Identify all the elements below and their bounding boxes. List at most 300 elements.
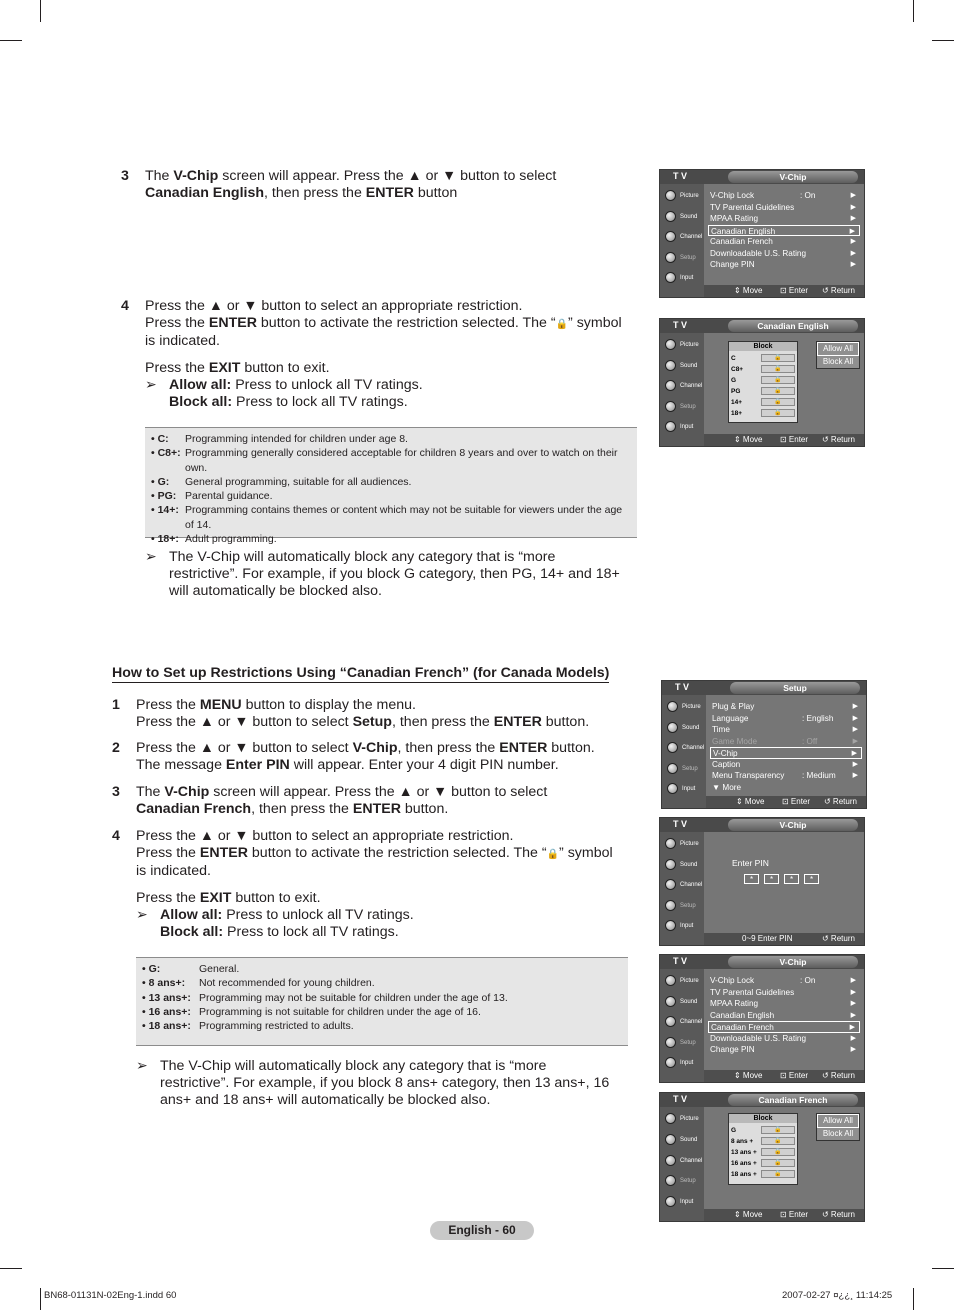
osd-nav-bar [706, 796, 866, 808]
osd-title-bar [660, 818, 864, 832]
rating-label: G [731, 377, 737, 384]
menu-item-label: Plug & Play [712, 702, 755, 711]
nav-return: ↺ Return [824, 797, 857, 806]
setup-icon [665, 1037, 676, 1048]
menu-item-label: Language [712, 713, 749, 723]
sidebar-item-label: Input [680, 275, 694, 282]
rating-code: • G: [151, 475, 170, 488]
menu-item-label: Downloadable U.S. Rating [710, 248, 807, 258]
lock-icon: 🔒 [761, 376, 795, 384]
block-all-option[interactable]: Block All [822, 357, 854, 366]
rating-row [731, 1126, 795, 1135]
sidebar-item-label: Sound [680, 213, 698, 220]
lock-icon: 🔒 [555, 319, 569, 330]
crop-mark [932, 40, 954, 41]
rating-description: Programming may not be suitable for children under the age of 13. [199, 991, 508, 1004]
sidebar-item-sound [664, 358, 702, 376]
chevron-right-icon: ▶ [850, 249, 856, 257]
menu-item-label: Canadian French [711, 1023, 774, 1032]
rating-code: • PG: [151, 490, 177, 503]
rating-description: Not recommended for young children. [199, 977, 375, 990]
lock-icon: 🔒 [761, 365, 795, 373]
sidebar-item-picture [664, 188, 702, 206]
menu-item-value: : On [800, 191, 816, 200]
osd-tv-label: T V [673, 1094, 688, 1104]
menu-item-label: Game Mode [712, 736, 758, 746]
rating-row [731, 365, 795, 374]
nav-enter: ⊡ Enter [780, 286, 809, 295]
sidebar-item-setup [664, 250, 702, 268]
osd-tv-label: T V [673, 320, 688, 330]
osd-tv-label: T V [673, 956, 688, 966]
crop-mark [40, 0, 41, 22]
tv-screen-canadian-english [659, 318, 865, 447]
allow-block-options [816, 1113, 860, 1141]
menu-item-value: : Off [802, 736, 818, 746]
osd-nav-bar [704, 1070, 864, 1082]
sidebar-item-label: Input [680, 1199, 694, 1206]
osd-sidebar [662, 695, 706, 808]
menu-item [710, 747, 862, 759]
rating-label: 16 ans + [731, 1160, 757, 1167]
input-icon [665, 272, 676, 283]
block-list [728, 1113, 798, 1185]
setup-icon [665, 401, 676, 412]
rating-label: PG [731, 388, 741, 395]
osd-nav-bar [704, 933, 864, 945]
chevron-right-icon: ▶ [852, 703, 858, 710]
menu-item [710, 736, 862, 748]
osd-menu-list [710, 701, 862, 793]
chevron-right-icon: ▶ [852, 737, 858, 745]
sidebar-item-label: Input [682, 786, 696, 793]
menu-item [708, 987, 860, 999]
sidebar-item-setup [666, 761, 704, 779]
rating-label: C8+ [731, 366, 744, 373]
chevron-right-icon: ▶ [850, 1034, 856, 1042]
sidebar-item-channel [666, 740, 704, 758]
menu-item [708, 202, 860, 214]
picture-icon [665, 838, 676, 849]
input-icon [665, 1196, 676, 1207]
sidebar-item-label: Sound [680, 861, 698, 868]
arrow-icon: ➢ [145, 549, 157, 565]
menu-item [710, 724, 862, 736]
sidebar-item-label: Setup [680, 1178, 696, 1185]
sidebar-item-label: Picture [680, 1116, 699, 1122]
nav-move: ⇕ Move [734, 1210, 763, 1219]
nav-return: ↺ Return [822, 934, 855, 943]
ratings-table-french [136, 957, 628, 1046]
crop-mark [40, 1288, 41, 1310]
lock-icon: 🔒 [761, 409, 795, 417]
nav-pin-hint: 0~9 Enter PIN [742, 934, 793, 943]
sidebar-item-setup [664, 1035, 702, 1053]
crop-mark [913, 0, 914, 22]
sidebar-item-channel [664, 877, 702, 895]
sidebar-item-channel [664, 1153, 702, 1171]
nav-enter: ⊡ Enter [780, 1210, 809, 1219]
tip-english: ➢ The V-Chip will automatically block any category that is “more restrictive”. For example, if you block G category, then PG, 14+ and 18+ will automatically be blocked also. [145, 549, 620, 599]
menu-item [708, 259, 860, 271]
rating-row [731, 1148, 795, 1157]
menu-item-label: Canadian English [710, 1010, 775, 1020]
channel-icon [667, 742, 678, 753]
footer-stamp: 2007-02-27 ¤¿¿¸ 11:14:25 [782, 1290, 893, 1301]
enter-pin-label: Enter PIN [732, 858, 769, 868]
allow-block-options [816, 341, 860, 369]
sidebar-item-label: Picture [680, 193, 699, 199]
rating-row [731, 1159, 795, 1168]
osd-title-bar [660, 955, 864, 969]
ratings-table-english [145, 427, 637, 546]
sidebar-item-label: Channel [680, 882, 703, 889]
rating-row [731, 387, 795, 396]
rating-row [731, 398, 795, 407]
osd-sidebar [660, 1107, 704, 1221]
setup-icon [665, 1175, 676, 1186]
lock-icon: 🔒 [761, 398, 795, 406]
nav-return: ↺ Return [822, 435, 855, 444]
menu-item [708, 248, 860, 260]
menu-item-label: V-Chip Lock [710, 976, 755, 985]
chevron-right-icon: ▶ [850, 1046, 856, 1053]
arrow-icon: ➢ [145, 377, 157, 393]
osd-title-bar [662, 681, 866, 695]
lock-icon: 🔒 [761, 1126, 795, 1134]
rating-code: • 16 ans+: [142, 1005, 191, 1018]
sidebar-item-input [664, 1055, 702, 1073]
menu-item-label: Change PIN [710, 260, 755, 269]
chevron-right-icon: ▶ [849, 1024, 855, 1031]
rating-row [142, 1005, 622, 1019]
nav-move: ⇕ Move [734, 435, 763, 444]
rating-code: • 18+: [151, 533, 179, 546]
rating-row [151, 489, 631, 503]
osd-sidebar [660, 832, 704, 945]
menu-item [708, 1044, 860, 1056]
osd-menu-list [708, 190, 860, 271]
sidebar-item-sound [666, 720, 704, 738]
menu-item [708, 190, 860, 202]
sidebar-item-label: Picture [680, 978, 699, 984]
sidebar-item-sound [664, 1132, 702, 1150]
rating-row [151, 475, 631, 489]
sidebar-item-setup [664, 898, 702, 916]
rating-label: C [731, 355, 736, 362]
chevron-right-icon: ▶ [850, 1000, 856, 1007]
sidebar-item-picture [664, 1111, 702, 1129]
sidebar-item-channel [664, 229, 702, 247]
sidebar-item-label: Sound [680, 1136, 698, 1143]
menu-item-label: V-Chip [713, 749, 738, 758]
input-icon [665, 1057, 676, 1068]
sidebar-item-input [666, 781, 704, 799]
menu-item-label: V-Chip Lock [710, 191, 755, 200]
sidebar-item-picture [666, 699, 704, 717]
setup-icon [665, 900, 676, 911]
chevron-right-icon: ▶ [850, 1011, 856, 1019]
sidebar-item-input [664, 1194, 702, 1212]
menu-item-label: Canadian English [711, 226, 776, 236]
menu-item [710, 759, 862, 771]
sidebar-item-picture [664, 337, 702, 355]
osd-tv-label: T V [675, 682, 690, 692]
osd-sidebar [660, 184, 704, 297]
rating-row [731, 354, 795, 363]
osd-title: V-Chip [728, 956, 858, 968]
rating-description: Programming contains themes or content which may not be suitable for viewers under the age of 14. [185, 504, 623, 531]
menu-item-label: ▼ More [712, 782, 742, 792]
rating-description: General programming, suitable for all audiences. [185, 475, 412, 488]
channel-icon [665, 231, 676, 242]
rating-code: • C8+: [151, 447, 181, 460]
chevron-right-icon: ▶ [852, 714, 858, 722]
nav-move: ⇕ Move [734, 1071, 763, 1080]
osd-sidebar [660, 333, 704, 446]
pin-digit-field[interactable]: * [764, 874, 779, 884]
menu-item-label: TV Parental Guidelines [710, 987, 795, 997]
lock-icon: 🔒 [761, 1137, 795, 1145]
menu-item-label: MPAA Rating [710, 214, 759, 223]
menu-item [708, 1033, 860, 1045]
crop-mark [932, 1268, 954, 1269]
rating-row [731, 409, 795, 418]
menu-item [708, 1010, 860, 1022]
block-header: Block [729, 1114, 797, 1123]
allow-all-option[interactable]: Allow All [817, 1114, 859, 1128]
rating-row [142, 991, 622, 1005]
picture-icon [665, 339, 676, 350]
sidebar-item-input [664, 918, 702, 936]
note-allow-block: ➢ Allow all: Press to unlock all TV ratings. Block all: Press to lock all TV ratings. [136, 907, 414, 940]
osd-tv-label: T V [673, 171, 688, 181]
chevron-right-icon: ▶ [849, 227, 855, 235]
allow-all-option[interactable]: Allow All [817, 342, 859, 356]
rating-row [151, 532, 631, 546]
rating-row [731, 1170, 795, 1179]
osd-title: Setup [730, 682, 860, 694]
sidebar-item-setup [664, 399, 702, 417]
chevron-right-icon: ▶ [850, 988, 856, 996]
block-list [728, 341, 798, 423]
tv-screen-setup [661, 680, 867, 809]
picture-icon [665, 1113, 676, 1124]
rating-label: 14+ [731, 399, 743, 406]
osd-nav-bar [704, 434, 864, 446]
rating-row [151, 446, 631, 475]
menu-item-label: TV Parental Guidelines [710, 202, 795, 212]
rating-code: • G: [142, 963, 161, 975]
tip-french: ➢ The V-Chip will automatically block any category that is “more restrictive”. For example, if you block 8 ans+ category, then 13 ans+, 16 ans+ and 18 ans+ will automatically be blocked also. [136, 1058, 610, 1108]
sidebar-item-picture [664, 836, 702, 854]
setup-icon [667, 763, 678, 774]
channel-icon [665, 1016, 676, 1027]
rating-row [142, 962, 622, 976]
sidebar-item-label: Setup [680, 902, 696, 909]
chevron-right-icon: ▶ [850, 203, 856, 211]
rating-row [731, 376, 795, 385]
tv-screen-vchip-english [659, 169, 865, 298]
sidebar-item-sound [664, 994, 702, 1012]
block-header: Block [729, 342, 797, 351]
rating-label: 13 ans + [731, 1149, 757, 1156]
rating-code: • C: [151, 433, 169, 445]
sidebar-item-label: Sound [680, 998, 698, 1005]
sidebar-item-label: Setup [680, 254, 696, 261]
crop-mark [0, 1268, 22, 1269]
chevron-right-icon: ▶ [852, 772, 858, 779]
sidebar-item-label: Input [680, 424, 694, 431]
setup-icon [665, 252, 676, 263]
sidebar-item-input [664, 419, 702, 437]
pin-digit-field[interactable]: * [744, 874, 759, 884]
osd-tv-label: T V [673, 819, 688, 829]
sidebar-item-label: Setup [680, 1039, 696, 1046]
menu-item-value: : On [800, 976, 816, 985]
page-number-badge: English - 60 [430, 1221, 534, 1240]
chevron-right-icon: ▶ [850, 215, 856, 222]
nav-enter: ⊡ Enter [782, 797, 811, 806]
input-icon [665, 920, 676, 931]
rating-description: Programming is not suitable for children under the age of 16. [199, 1005, 481, 1018]
rating-label: 18 ans + [731, 1171, 757, 1178]
menu-item [708, 998, 860, 1010]
note-allow-block: ➢ Allow all: Press to unlock all TV ratings. Block all: Press to lock all TV ratings. [145, 377, 423, 410]
channel-icon [665, 380, 676, 391]
rating-label: 8 ans + [731, 1138, 754, 1145]
menu-item-label: Menu Transparency [712, 771, 785, 780]
rating-description: Programming restricted to adults. [199, 1020, 354, 1033]
chevron-right-icon: ▶ [852, 760, 858, 768]
nav-enter: ⊡ Enter [780, 435, 809, 444]
sidebar-item-setup [664, 1173, 702, 1191]
sidebar-item-sound [664, 857, 702, 875]
picture-icon [665, 190, 676, 201]
sidebar-item-label: Sound [682, 724, 700, 731]
rating-code: • 13 ans+: [142, 991, 191, 1004]
menu-item [708, 213, 860, 225]
sidebar-item-picture [664, 973, 702, 991]
menu-item-label: Caption [712, 759, 741, 769]
rating-code: • 14+: [151, 504, 179, 517]
menu-item-value: : English [802, 713, 834, 723]
sidebar-item-label: Channel [680, 234, 703, 241]
menu-item [710, 770, 862, 782]
tv-screen-canadian-french [659, 1092, 865, 1222]
osd-title: Canadian English [728, 320, 858, 332]
rating-row [731, 1137, 795, 1146]
chevron-right-icon: ▶ [852, 726, 858, 733]
menu-item-label: Downloadable U.S. Rating [710, 1033, 807, 1043]
nav-move: ⇕ Move [734, 286, 763, 295]
input-icon [667, 783, 678, 794]
sidebar-item-label: Picture [680, 342, 699, 348]
rating-code: • 8 ans+: [142, 977, 186, 990]
input-icon [665, 421, 676, 432]
sidebar-item-channel [664, 1014, 702, 1032]
osd-nav-bar [704, 285, 864, 297]
sidebar-item-label: Setup [680, 403, 696, 410]
menu-item [708, 236, 860, 248]
rating-description: Adult programming. [185, 533, 277, 546]
menu-item-label: Canadian French [710, 237, 773, 246]
menu-item-label: Change PIN [710, 1045, 755, 1054]
lock-icon: 🔒 [761, 1159, 795, 1167]
tv-screen-enter-pin [659, 817, 865, 946]
osd-title-bar [660, 319, 864, 333]
crop-mark [0, 40, 22, 41]
osd-title: V-Chip [728, 819, 858, 831]
block-all-option[interactable]: Block All [822, 1129, 854, 1138]
crop-mark [913, 1288, 914, 1310]
menu-item [708, 225, 860, 237]
rating-description: Programming generally considered acceptable for children 8 years and over to watch on their own. [185, 447, 618, 474]
sidebar-item-label: Input [680, 1060, 694, 1067]
sidebar-item-label: Picture [680, 841, 699, 847]
pin-digit-field[interactable]: * [804, 874, 819, 884]
osd-sidebar [660, 969, 704, 1082]
rating-label: G [731, 1127, 737, 1134]
menu-item [710, 782, 862, 794]
sound-icon [665, 859, 676, 870]
sidebar-item-sound [664, 209, 702, 227]
nav-move: ⇕ Move [736, 797, 765, 806]
rating-row [142, 976, 622, 990]
osd-title-bar [660, 170, 864, 184]
rating-description: General. [199, 963, 240, 975]
sidebar-item-label: Picture [682, 704, 701, 710]
sidebar-item-label: Input [680, 923, 694, 930]
rating-code: • 18 ans+: [142, 1020, 191, 1033]
osd-menu-list [708, 975, 860, 1056]
sidebar-item-label: Channel [680, 1019, 703, 1026]
sidebar-item-label: Channel [680, 383, 703, 390]
sound-icon [665, 211, 676, 222]
menu-item-value: : Medium [802, 771, 836, 780]
lock-icon: 🔒 [761, 387, 795, 395]
osd-title: Canadian French [728, 1094, 858, 1106]
chevron-right-icon: ▶ [850, 192, 856, 199]
lock-icon: 🔒 [546, 849, 560, 860]
rating-row [142, 1019, 622, 1033]
tv-screen-vchip-french [659, 954, 865, 1083]
sound-icon [665, 1134, 676, 1145]
menu-item [710, 713, 862, 725]
pin-digit-field[interactable]: * [784, 874, 799, 884]
chevron-right-icon: ▶ [850, 238, 856, 245]
lock-icon: 🔒 [761, 1148, 795, 1156]
sidebar-item-label: Channel [680, 1157, 703, 1164]
menu-item [710, 701, 862, 713]
rating-description: Parental guidance. [185, 490, 273, 503]
sidebar-item-label: Sound [680, 362, 698, 369]
sidebar-item-channel [664, 378, 702, 396]
rating-description: Programming intended for children under age 8. [185, 433, 408, 445]
arrow-icon: ➢ [136, 1058, 148, 1074]
sound-icon [667, 722, 678, 733]
chevron-right-icon: ▶ [850, 261, 856, 268]
nav-return: ↺ Return [822, 1210, 855, 1219]
menu-item-label: Time [712, 725, 730, 734]
lock-icon: 🔒 [761, 1170, 795, 1178]
sound-icon [665, 360, 676, 371]
chevron-right-icon: ▶ [850, 977, 856, 984]
sidebar-item-label: Channel [682, 745, 705, 752]
picture-icon [667, 701, 678, 712]
nav-enter: ⊡ Enter [780, 1071, 809, 1080]
chevron-right-icon: ▶ [851, 750, 857, 757]
